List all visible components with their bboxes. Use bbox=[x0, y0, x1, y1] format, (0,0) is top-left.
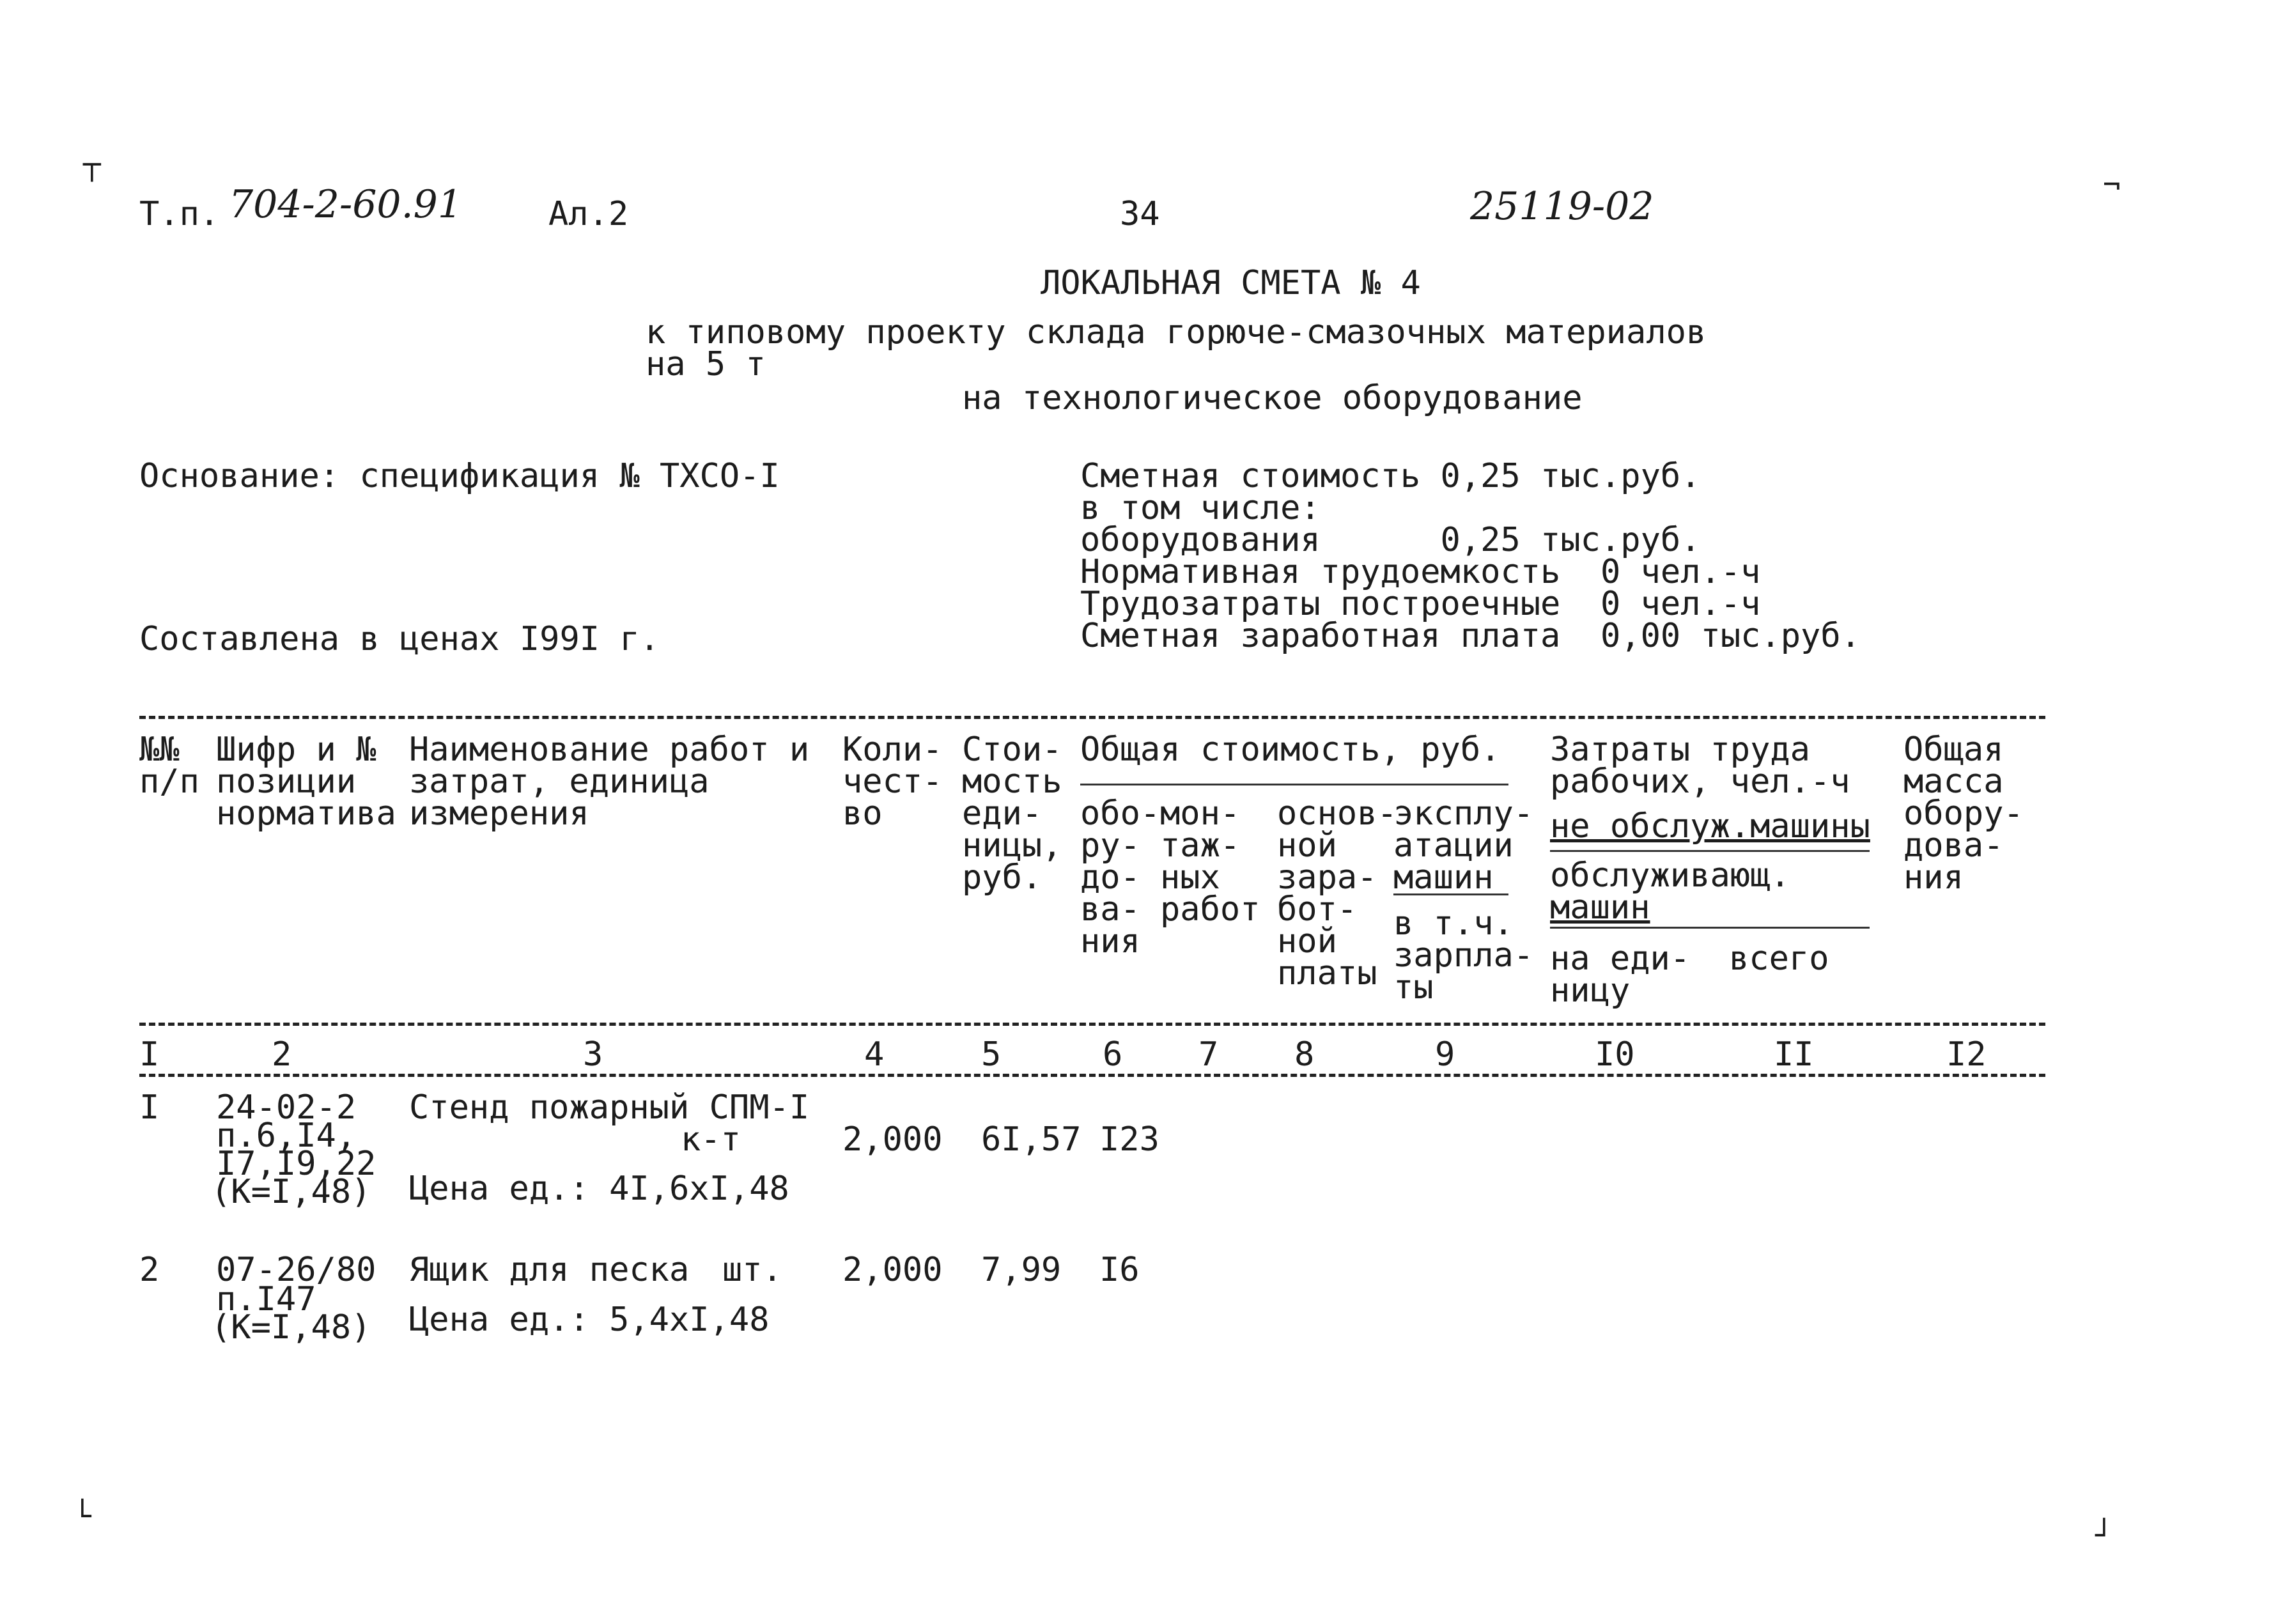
header-text: измерения bbox=[409, 794, 589, 833]
labor-site-text: Трудозатраты построечные 0 чел.-ч bbox=[1080, 585, 1761, 623]
row-code-line: I7,I9,22 bbox=[216, 1145, 376, 1183]
header-text: обслуживающ. bbox=[1550, 856, 1790, 895]
header-text: ва- bbox=[1080, 890, 1140, 929]
column-number: 2 bbox=[272, 1035, 292, 1074]
corner-mark-top-left: ┬ bbox=[83, 147, 101, 182]
header-text: таж- bbox=[1160, 826, 1241, 865]
title-line3: на технологическое оборудование bbox=[962, 379, 1583, 417]
table-top-rule bbox=[139, 716, 2045, 719]
cost-text: Сметная стоимость 0,25 тыс.руб. bbox=[1080, 457, 1701, 495]
header-text: руб. bbox=[962, 858, 1042, 897]
header-text: позиции bbox=[216, 762, 357, 801]
header-text: мон- bbox=[1160, 794, 1241, 833]
header-text: ной bbox=[1277, 922, 1337, 961]
column-number: 9 bbox=[1435, 1035, 1455, 1074]
title-main: ЛОКАЛЬНАЯ СМЕТА № 4 bbox=[1041, 264, 1421, 302]
header-total-cost: Общая стоимость, руб. bbox=[1080, 731, 1501, 769]
header-text: машин bbox=[1550, 888, 1650, 927]
column-number: 3 bbox=[583, 1035, 603, 1074]
header-text: работ bbox=[1160, 890, 1260, 929]
header-text: норматива bbox=[216, 794, 396, 833]
wages-text: Сметная заработная плата 0,00 тыс.руб. bbox=[1080, 617, 1861, 655]
doc-code: 25119-02 bbox=[1470, 184, 1654, 229]
corner-mark-bottom-right: ┘ bbox=[2095, 1518, 2113, 1552]
column-number: 5 bbox=[981, 1035, 1002, 1074]
row-unit: шт. bbox=[722, 1251, 782, 1289]
row-quantity: 2,000 bbox=[842, 1120, 943, 1159]
header-text: ных bbox=[1160, 858, 1220, 897]
row-code-line: (К=I,48) bbox=[211, 1173, 371, 1211]
header-text: №№ bbox=[139, 731, 180, 769]
header-text: чест- bbox=[842, 762, 943, 801]
row-number: 2 bbox=[139, 1251, 160, 1289]
header-text: Шифр и № bbox=[216, 731, 376, 769]
row-unit: к-т bbox=[681, 1120, 741, 1159]
column-number: 7 bbox=[1198, 1035, 1219, 1074]
header-text: на еди- bbox=[1550, 940, 1691, 978]
row-equipment-cost: I6 bbox=[1099, 1251, 1140, 1289]
header-text: рабочих, чел.-ч bbox=[1550, 762, 1850, 801]
including-text: в том числе: bbox=[1080, 489, 1321, 527]
header-text: зарпла- bbox=[1393, 936, 1534, 975]
header-text: не обслуж.машины bbox=[1550, 807, 1870, 846]
header-text: эксплу- bbox=[1393, 794, 1534, 833]
column-number: 6 bbox=[1103, 1035, 1123, 1074]
row-unit-cost: 6I,57 bbox=[981, 1120, 1081, 1159]
header-text: ницу bbox=[1550, 971, 1631, 1010]
tp-label: Т.п. bbox=[139, 195, 220, 233]
title-line1: к типовому проекту склада горюче-смазочных материалов bbox=[646, 313, 1707, 352]
header-text: Наименование работ и bbox=[409, 731, 810, 769]
header-text: машин bbox=[1393, 858, 1494, 897]
header-text: основ- bbox=[1277, 794, 1397, 833]
header-text: Стои- bbox=[962, 731, 1062, 769]
row-name: Стенд пожарный СПМ-I bbox=[409, 1088, 810, 1127]
corner-mark-top-right: ¬ bbox=[2103, 167, 2121, 202]
row-unit-cost: 7,99 bbox=[981, 1251, 1062, 1289]
row-number: I bbox=[139, 1088, 160, 1127]
header-text: ницы, bbox=[962, 826, 1062, 865]
row-code-line: 24-02-2 bbox=[216, 1088, 357, 1127]
labor-sub-rule-2 bbox=[1550, 927, 1870, 929]
table-header-bottom-rule bbox=[139, 1023, 2045, 1026]
header-text: до- bbox=[1080, 858, 1140, 897]
header-text: Общая bbox=[1903, 731, 2004, 769]
corner-mark-bottom-left: └ bbox=[74, 1499, 91, 1533]
header-text: платы bbox=[1277, 954, 1377, 993]
header-text: мость bbox=[962, 762, 1062, 801]
header-text: атации bbox=[1393, 826, 1514, 865]
column-number: II bbox=[1774, 1035, 1814, 1074]
labor-sub-rule bbox=[1550, 850, 1870, 852]
header-text: дова- bbox=[1903, 826, 2004, 865]
header-text: п/п bbox=[139, 762, 199, 801]
row-price-note: Цена ед.: 4I,6хI,48 bbox=[409, 1170, 789, 1208]
header-text: ты bbox=[1393, 968, 1434, 1007]
header-text: в т.ч. bbox=[1393, 904, 1514, 943]
header-text: бот- bbox=[1277, 890, 1358, 929]
header-text: во bbox=[842, 794, 883, 833]
row-code-line: п.I47 bbox=[216, 1280, 316, 1319]
labor-norm-text: Нормативная трудоемкость 0 чел.-ч bbox=[1080, 553, 1761, 591]
total-cost-rule bbox=[1080, 784, 1508, 785]
column-number: I2 bbox=[1946, 1035, 1987, 1074]
header-text: ру- bbox=[1080, 826, 1140, 865]
header-text: масса bbox=[1903, 762, 2004, 801]
row-code-line: 07-26/80 bbox=[216, 1251, 376, 1289]
equipment-cost-text: оборудования 0,25 тыс.руб. bbox=[1080, 521, 1701, 559]
row-equipment-cost: I23 bbox=[1099, 1120, 1159, 1159]
header-text: обо- bbox=[1080, 794, 1161, 833]
column-numbers-rule bbox=[139, 1074, 2045, 1077]
title-line2: на 5 т bbox=[646, 345, 766, 383]
row-code-line: п.6,I4, bbox=[216, 1117, 357, 1155]
header-text: ния bbox=[1903, 858, 1964, 897]
header-text: еди- bbox=[962, 794, 1042, 833]
header-text: ной bbox=[1277, 826, 1337, 865]
prices-text: Составлена в ценах I99I г. bbox=[139, 620, 660, 658]
column-number: 4 bbox=[864, 1035, 885, 1074]
column-number: I0 bbox=[1595, 1035, 1635, 1074]
header-text: обору- bbox=[1903, 794, 2024, 833]
header-text: Затраты труда bbox=[1550, 731, 1810, 769]
tp-handwritten-number: 704-2-60.91 bbox=[229, 182, 463, 227]
header-text: зара- bbox=[1277, 858, 1377, 897]
header-text: ния bbox=[1080, 922, 1140, 961]
column-number: I bbox=[139, 1035, 160, 1074]
header-text: затрат, единица bbox=[409, 762, 709, 801]
row-price-note: Цена ед.: 5,4хI,48 bbox=[409, 1301, 770, 1339]
column-number: 8 bbox=[1294, 1035, 1315, 1074]
header-text: всего bbox=[1729, 940, 1829, 978]
row-name: Ящик для песка bbox=[409, 1251, 690, 1289]
row-quantity: 2,000 bbox=[842, 1251, 943, 1289]
album-label: Ал.2 bbox=[548, 195, 629, 233]
basis-text: Основание: спецификация № ТХСО-I bbox=[139, 457, 780, 495]
row-code-line: (К=I,48) bbox=[211, 1308, 371, 1347]
header-text: Коли- bbox=[842, 731, 943, 769]
page-number: 34 bbox=[1120, 195, 1160, 233]
